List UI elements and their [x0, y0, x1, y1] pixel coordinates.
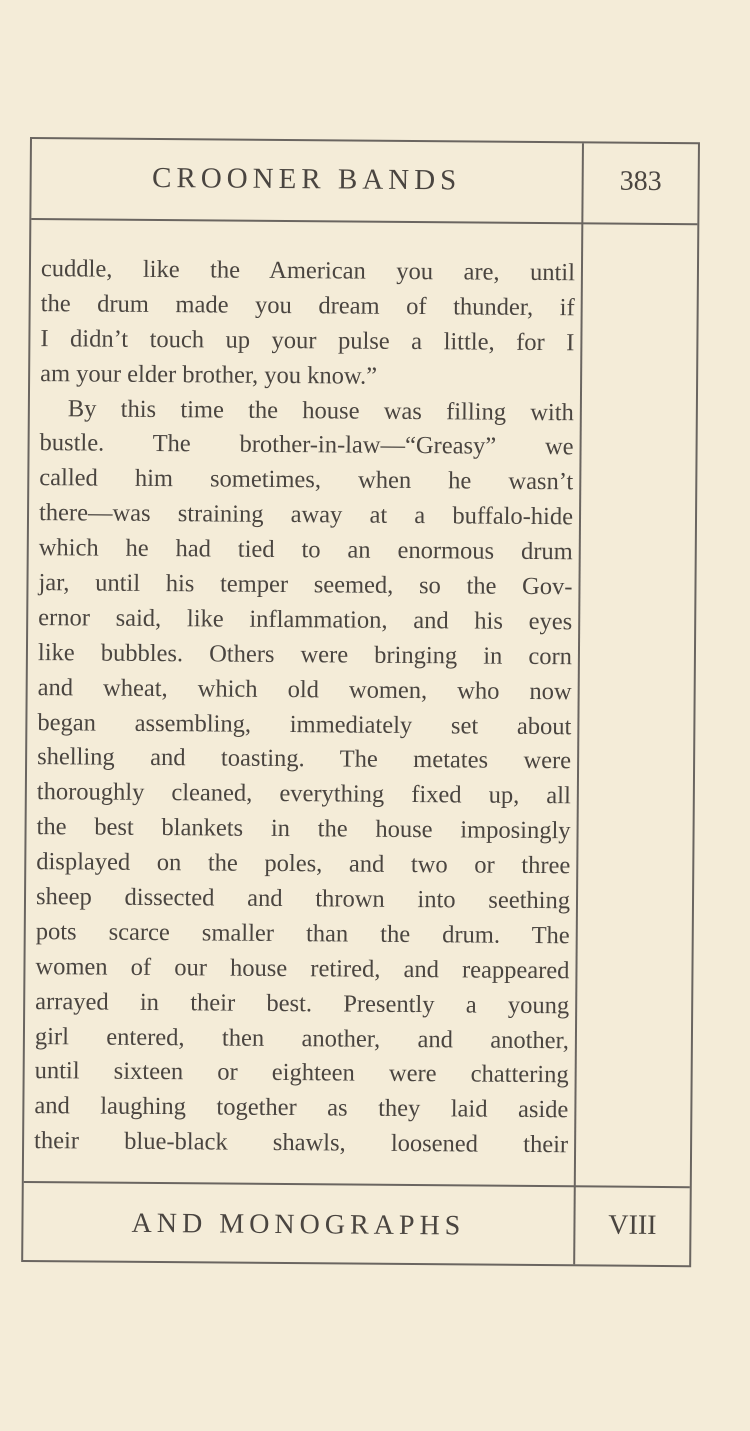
text-line: jar, until his temper seemed, so the Gov- — [38, 569, 573, 601]
footer-rule — [24, 1181, 690, 1188]
text-line: am your elder brother, you know.” — [40, 359, 378, 390]
footer-title: AND MONOGRAPHS — [131, 1207, 466, 1242]
text-line: like bubbles. Others were bringing in corn — [37, 638, 573, 671]
text-line: I didn’t touch up your pulse a little, for I — [40, 324, 575, 357]
text-line: there—was straining away at a buffalo-hide — [38, 499, 574, 531]
text-line: the best blankets in the house imposingly — [36, 813, 571, 845]
text-line: By this time the house was filling with — [67, 394, 574, 426]
text-line: shelling and toasting. The metates were — [37, 743, 572, 775]
running-head: CROONER BANDS — [151, 161, 462, 197]
text-line: girl entered, then another, and another, — [34, 1022, 570, 1054]
page-number: 383 — [619, 165, 662, 197]
text-line: and laughing together as they laid aside — [34, 1092, 569, 1124]
text-line: thoroughly cleaned, everything fixed up, all — [36, 778, 571, 810]
body-text — [34, 252, 575, 1163]
text-line: cuddle, like the American you are, until — [40, 255, 576, 287]
text-line: and wheat, which old women, who now — [37, 673, 572, 705]
text-line: their blue-black shawls, loosened their — [34, 1127, 569, 1159]
text-line: women of our house retired, and reappeared — [35, 952, 570, 985]
text-line: sheep dissected and thrown into seething — [35, 883, 571, 915]
page-frame — [21, 137, 700, 1267]
text-line: arrayed in their best. Presently a young — [35, 987, 570, 1019]
column-divider — [573, 143, 584, 1264]
text-line: began assembling, immediately set about — [37, 708, 572, 740]
text-line: bustle. The brother-in-law—“Greasy” we — [39, 429, 574, 461]
text-line: the drum made you dream of thunder, if — [40, 289, 575, 322]
text-line: pots scarce smaller than the drum. The — [35, 917, 570, 950]
text-line: called him sometimes, when he wasn’t — [39, 464, 574, 496]
text-line: until sixteen or eighteen were chattering — [34, 1057, 569, 1089]
text-line: ernor said, like inflammation, and his eyes — [38, 603, 573, 636]
footer-volume: VIII — [608, 1209, 657, 1241]
text-line: displayed on the poles, and two or three — [36, 848, 571, 880]
text-line: which he had tied to an enormous drum — [38, 534, 573, 566]
header-rule — [31, 218, 697, 225]
